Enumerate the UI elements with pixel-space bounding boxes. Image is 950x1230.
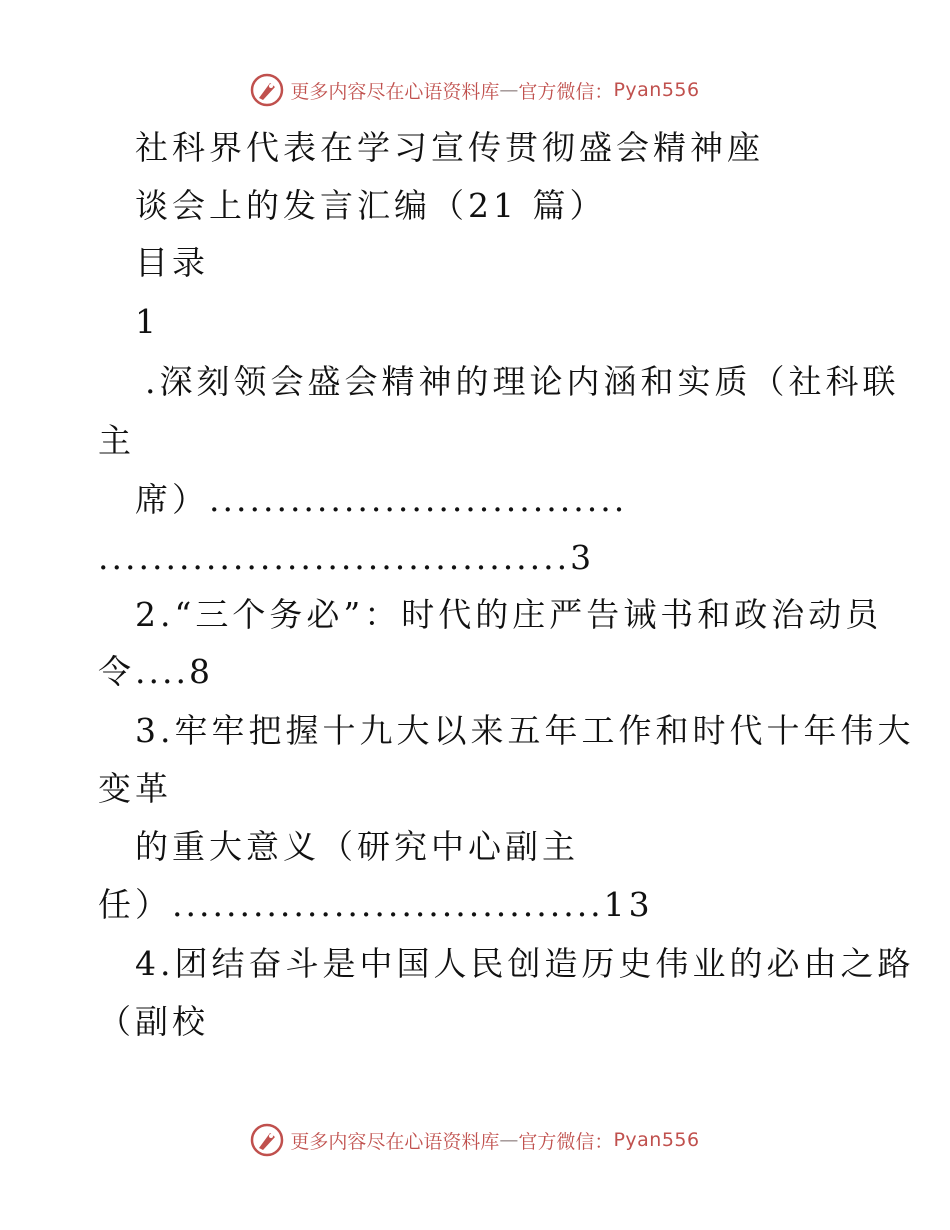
toc-number: 1 (135, 302, 160, 341)
watermark-wechat-label: 官方微信： (518, 80, 614, 103)
watermark-dash: — (499, 1129, 519, 1151)
toc-leader-dots: ............................... (209, 480, 628, 519)
toc-item-1-text: 席） (135, 480, 209, 519)
toc-leader-dots: ................................... (98, 538, 571, 577)
watermark-wechat-id: Pyan556 (613, 1129, 700, 1151)
toc-item-1-page: 3 (570, 538, 596, 577)
toc-item-4-line-1: 4.团结奋斗是中国人民创造历史伟业的必由之路 (135, 944, 915, 983)
watermark-banner-top (0, 70, 950, 110)
toc-item-3-line-1: 3.牢牢把握十九大以来五年工作和时代十年伟大 (135, 711, 915, 750)
toc-item-3-page: 13 (603, 885, 654, 924)
watermark-wechat-id: Pyan556 (613, 79, 700, 101)
toc-heading: 目录 (135, 243, 209, 282)
pen-nib-logo-icon (250, 1123, 284, 1157)
toc-leader-dots: .... (135, 652, 189, 691)
toc-item-2-page: 8 (188, 652, 214, 691)
toc-item-1-line-2: 主 (98, 421, 135, 460)
document-title-line-1: 社科界代表在学习宣传贯彻盛会精神座 (135, 128, 764, 167)
toc-item-3-line-4 (98, 885, 654, 925)
toc-item-3-text: 任） (98, 885, 172, 924)
toc-leader-dots: ................................ (172, 885, 604, 924)
watermark-banner-bottom (0, 1120, 950, 1160)
toc-item-4-line-2: （副校 (98, 1002, 209, 1041)
watermark-text: 更多内容尽在心语资料库 (290, 1130, 500, 1153)
toc-item-1-line-3 (135, 480, 627, 520)
pen-nib-logo-icon (250, 73, 284, 107)
watermark-wechat-label: 官方微信： (518, 1130, 614, 1153)
toc-item-1-line-4 (98, 538, 595, 578)
watermark-text: 更多内容尽在心语资料库 (290, 80, 500, 103)
toc-item-1-line-1: .深刻领会盛会精神的理论内涵和实质（社科联 (145, 362, 900, 401)
toc-item-3-line-3: 的重大意义（研究中心副主 (135, 827, 579, 866)
toc-item-3-line-2: 变革 (98, 769, 172, 808)
toc-item-2-line-2 (98, 652, 214, 692)
toc-item-2-text: 令 (98, 652, 135, 691)
document-title-line-2: 谈会上的发言汇编（21 篇） (135, 186, 607, 225)
toc-item-2-line-1: 2.“三个务必”：时代的庄严告诫书和政治动员 (135, 595, 883, 634)
watermark-dash: — (499, 79, 519, 101)
